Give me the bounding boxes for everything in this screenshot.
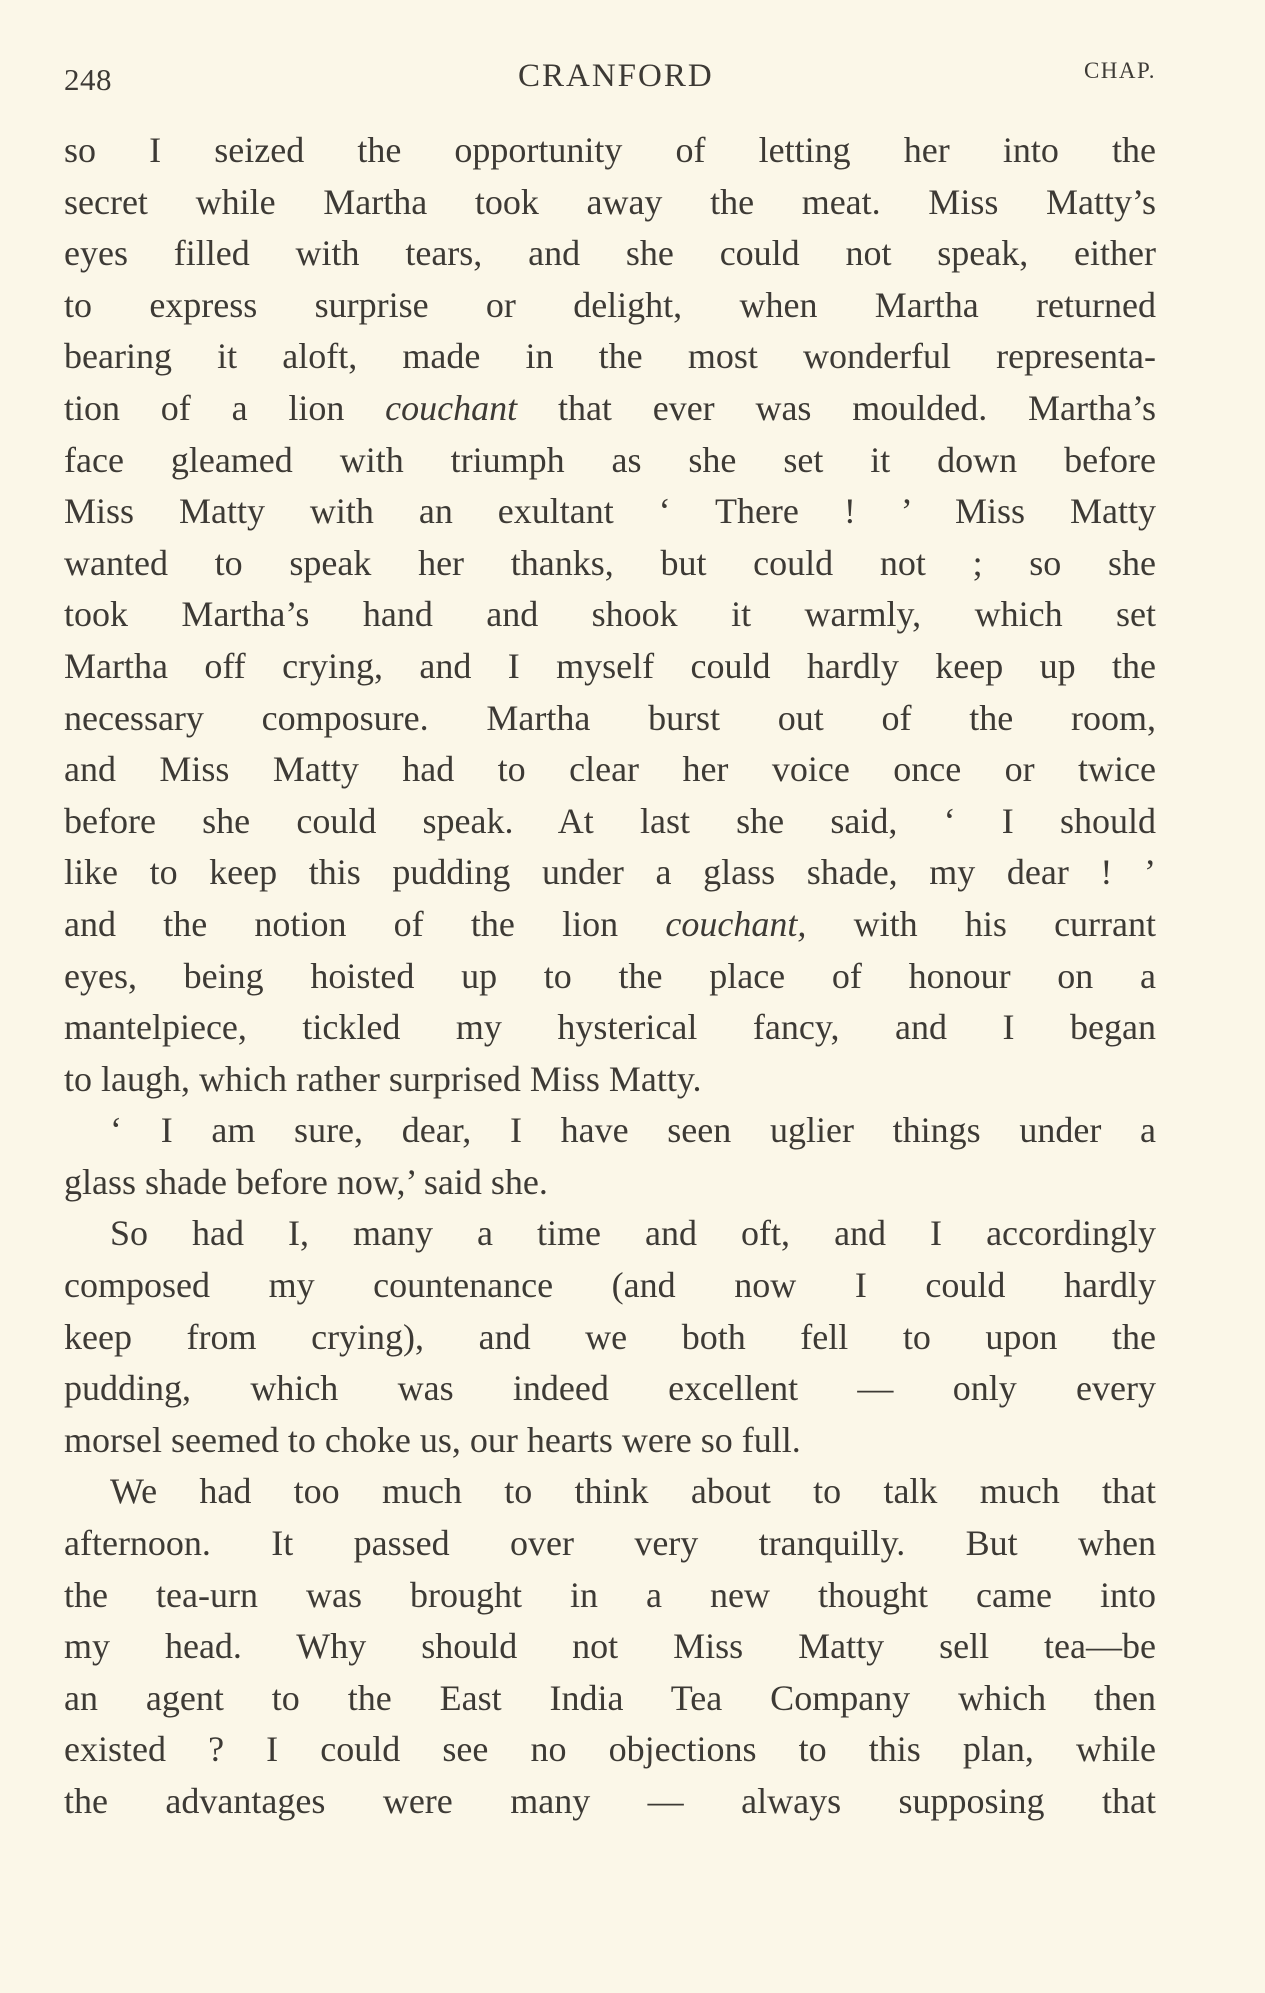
text-segment: and the notion of the lion xyxy=(64,903,666,944)
text-line: to laugh, which rather surprised Miss Matty. xyxy=(64,1058,702,1099)
text-line: like to keep this pudding under a glass shade, my dear ! ’ xyxy=(64,852,1156,893)
text-line: pudding, which was indeed excellent — only every xyxy=(64,1368,1156,1409)
text-line: wanted to speak her thanks, but could not ; so she xyxy=(64,542,1156,583)
text-line: afternoon. It passed over very tranquilly. But when xyxy=(64,1523,1156,1564)
text-segment: tion of a lion xyxy=(64,387,386,428)
text-line: to express surprise or delight, when Martha returned xyxy=(64,284,1156,325)
running-head xyxy=(64,58,1156,108)
text-line: glass shade before now,’ said she. xyxy=(64,1161,548,1202)
italic-term: couchant xyxy=(385,387,518,428)
text-line: face gleamed with triumph as she set it down before xyxy=(64,439,1156,480)
text-line: secret while Martha took away the meat. Miss Matty’s xyxy=(64,181,1156,222)
body-text xyxy=(64,125,1156,1828)
text-line: existed ? I could see no objections to this plan, while xyxy=(64,1729,1156,1770)
text-line xyxy=(64,383,1156,435)
page-number: 248 xyxy=(64,62,112,97)
text-line: So had I, many a time and oft, and I accordingly xyxy=(110,1213,1156,1254)
text-line: Martha off crying, and I myself could hardly keep up the xyxy=(64,645,1156,686)
text-segment: that ever was moulded. Martha’s xyxy=(517,387,1156,428)
running-title: CRANFORD xyxy=(518,58,714,94)
text-line: and Miss Matty had to clear her voice once or twice xyxy=(64,749,1156,790)
text-line: eyes filled with tears, and she could not speak, either xyxy=(64,233,1156,274)
text-line: morsel seemed to choke us, our hearts were so full. xyxy=(64,1419,801,1460)
chapter-label: CHAP. xyxy=(1083,58,1156,83)
italic-term: couchant, xyxy=(665,903,807,944)
text-line: eyes, being hoisted up to the place of honour on a xyxy=(64,955,1156,996)
text-line: an agent to the East India Tea Company which then xyxy=(64,1677,1156,1718)
text-line: necessary composure. Martha burst out of the room, xyxy=(64,697,1156,738)
text-line: before she could speak. At last she said, ‘ I should xyxy=(64,800,1156,841)
text-line: so I seized the opportunity of letting her into the xyxy=(64,130,1156,170)
text-line: We had too much to think about to talk much that xyxy=(110,1471,1156,1512)
text-segment: with his currant xyxy=(806,903,1156,944)
text-line: ‘ I am sure, dear, I have seen uglier things under a xyxy=(110,1110,1156,1151)
text-line: composed my countenance (and now I could hardly xyxy=(64,1265,1156,1306)
text-line: keep from crying), and we both fell to upon the xyxy=(64,1316,1156,1357)
text-line: Miss Matty with an exultant ‘ There ! ’ Miss Matty xyxy=(64,491,1156,532)
text-line xyxy=(64,899,1156,951)
text-line: the tea-urn was brought in a new thought came into xyxy=(64,1574,1156,1615)
text-line: took Martha’s hand and shook it warmly, which set xyxy=(64,594,1156,635)
text-line: my head. Why should not Miss Matty sell tea—be xyxy=(64,1626,1156,1667)
text-line: mantelpiece, tickled my hysterical fancy, and I began xyxy=(64,1007,1156,1048)
text-line: the advantages were many — always supposing that xyxy=(64,1781,1156,1821)
text-line: bearing it aloft, made in the most wonderful representa- xyxy=(64,336,1156,377)
